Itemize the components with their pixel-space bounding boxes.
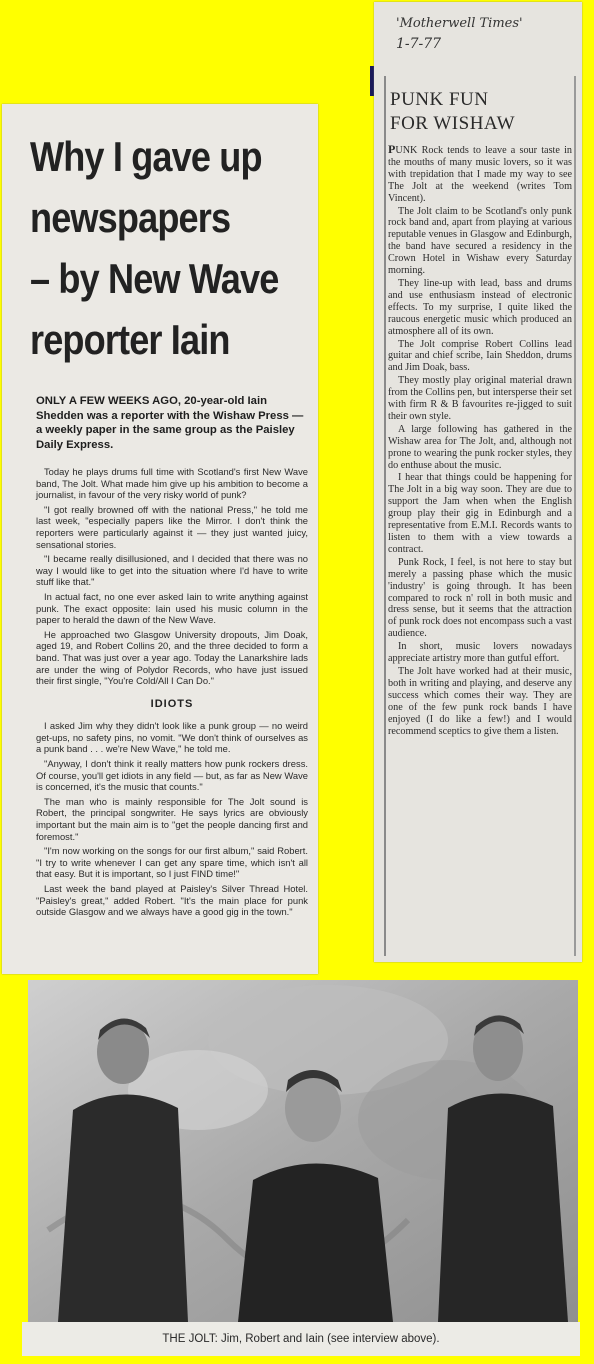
drop-cap: P bbox=[388, 142, 396, 156]
headline-line: Why I gave up bbox=[30, 133, 262, 180]
column-rule bbox=[384, 76, 386, 956]
article-body bbox=[36, 466, 308, 918]
article-body bbox=[388, 144, 572, 737]
paragraph: In short, music lovers nowadays appreciate artistry more than gutful effort. bbox=[388, 641, 572, 665]
paragraph: The man who is mainly responsible for The Jolt sound is Robert, the principal songwriter. He says lyrics are obviously important but the main aim is to "get the people dancing first and foremost." bbox=[36, 795, 308, 842]
paragraph: Last week the band played at Paisley's Silver Thread Hotel. "Paisley's great," added Robert. "It's the main place for punk outside Glasgow and we always have a good gig in the town." bbox=[36, 883, 308, 918]
title-line: PUNK FUN bbox=[390, 89, 489, 110]
headline-line: – by New Wave bbox=[30, 255, 279, 302]
paragraph: The Jolt comprise Robert Collins lead guitar and chief scribe, Iain Sheddon, drums and Jim Doak, bass. bbox=[388, 338, 572, 374]
paragraph-text: UNK Rock tends to leave a sour taste in the mouths of many music lovers, so it was with trepidation that I made my way to see The Jolt at the weekend (writes Tom Vincent). bbox=[388, 145, 572, 204]
article-lead: ONLY A FEW WEEKS AGO, 20-year-old Iain Shedden was a reporter with the Wishaw Press — a weekly paper in the same group as the Paisley Daily Express. bbox=[36, 395, 304, 451]
article-headline bbox=[30, 126, 318, 370]
article-title bbox=[390, 88, 582, 136]
article-subheading: IDIOTS bbox=[150, 697, 194, 710]
headline-line: newspapers bbox=[30, 194, 231, 241]
paragraph: They line-up with lead, bass and drums and use enthusiasm instead of electronic effects. To my surprise, I quite liked the raucous energetic music which produced an atmosphere all of its own. bbox=[388, 277, 572, 337]
paragraph: I hear that things could be happening for The Jolt in a big way soon. They are due to support the Jam when when the English group play their gig in Edinburgh and a representative from E.M.I. Records wants to listen to them with a view towards a contract. bbox=[388, 472, 572, 555]
paragraph: They mostly play original material drawn from the Collins pen, but intersperse their set with firm R & B favourites re-jigged to suit their own style. bbox=[388, 375, 572, 422]
band-photo-illustration bbox=[28, 980, 578, 1322]
paragraph: Punk Rock, I feel, is not here to stay but merely a passing phase which the music 'industry' is going through. It has been compared to rock n' roll in both music and dress sense, but it seems that the attraction of punk rock does not encompass such a vast audience. bbox=[388, 556, 572, 640]
paragraph: "I got really browned off with the national Press," he told me last week, "especially papers like the Mirror. I don't think the reporters were particularly against it — they just wanted juicy, sensational stories. bbox=[36, 503, 308, 550]
paragraph: "I became really disillusioned, and I decided that there was no way I would like to get into the situation where I'd have to write stuff like that." bbox=[36, 553, 308, 588]
right-newspaper-clipping bbox=[374, 2, 582, 962]
paragraph: I asked Jim why they didn't look like a punk group — no weird get-ups, no safety pins, no vomit. "We don't think of ourselves as a punk band . . . we're New Wave," he told me. bbox=[36, 720, 308, 755]
paragraph: "Anyway, I don't think it really matters how punk rockers dress. Of course, you'll get idiots in any field — but, as far as New Wave is concerned, it's the music that counts." bbox=[36, 758, 308, 793]
paragraph: A large following has gathered in the Wishaw area for The Jolt, and, although not prone to wearing the punk rocker styles, they do enthuse about the music. bbox=[388, 423, 572, 471]
handwritten-date: 1-7-77 bbox=[396, 36, 442, 52]
band-photo bbox=[28, 980, 578, 1322]
title-line: FOR WISHAW bbox=[390, 113, 516, 134]
left-newspaper-clipping bbox=[2, 104, 318, 974]
paragraph: The Jolt have worked had at their music, both in writing and playing, and deserve any success which comes their way. They are one of the few punk rock bands I have enjoyed (I do like a few!) and I would recommend sceptics to give them a listen. bbox=[388, 665, 572, 737]
paragraph: He approached two Glasgow University dropouts, Jim Doak, aged 19, and Robert Collins 20, and the three decided to form a band. That was just over a year ago. Today the Lanarkshire lads are under the wing of Polydor Records, who have just issued their first single, "You're Cold/All I Can Do." bbox=[36, 628, 308, 687]
handwritten-source: 'Motherwell Times' bbox=[396, 16, 523, 31]
photo-caption: THE JOLT: Jim, Robert and Iain (see interview above). bbox=[22, 1322, 580, 1356]
paragraph: Today he plays drums full time with Scotland's first New Wave band, The Jolt. What made him give up his ambition to become a journalist, in favour of the very risky world of punk? bbox=[36, 466, 308, 501]
column-rule bbox=[574, 76, 576, 956]
paragraph bbox=[388, 144, 572, 205]
paragraph: "I'm now working on the songs for our first album," said Robert. "I try to write whenever I can get any spare time, which isn't all that easy. But it is important, so I just FIND time!" bbox=[36, 845, 308, 880]
paragraph: The Jolt claim to be Scotland's only punk rock band and, apart from playing at various reputable venues in Glasgow and Edinburgh, the band have secured a residency in the Crown Hotel in Wishaw every Saturday morning. bbox=[388, 205, 572, 277]
headline-line: reporter Iain bbox=[30, 316, 230, 363]
paragraph: In actual fact, no one ever asked Iain to write anything against punk. The exact opposite: Iain used his music column in the paper to herald the dawn of the New Wave. bbox=[36, 590, 308, 626]
handwritten-note bbox=[396, 14, 582, 54]
